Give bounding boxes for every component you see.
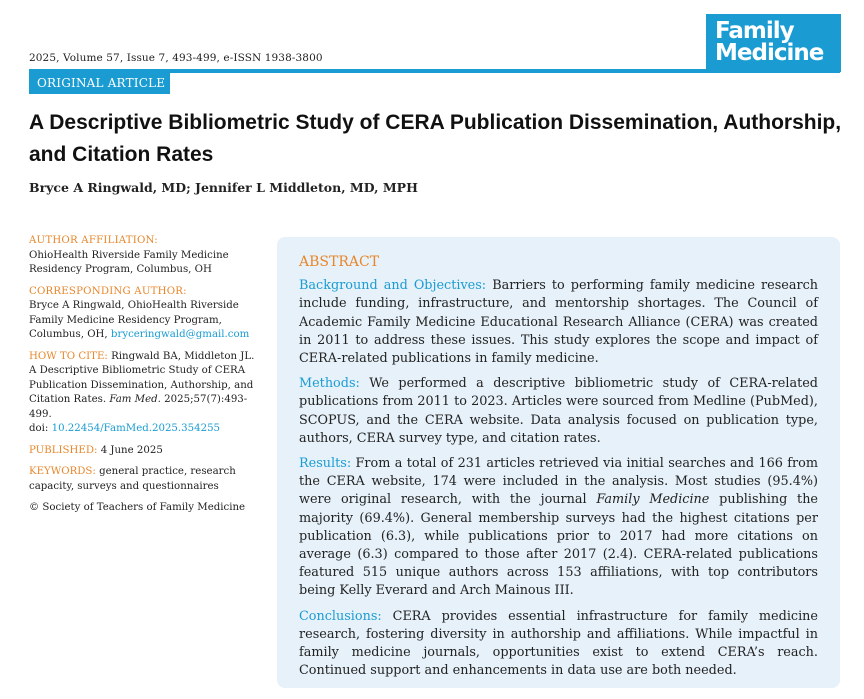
journal-logo bbox=[706, 14, 841, 72]
affiliation-block bbox=[29, 234, 261, 278]
article-sidebar bbox=[29, 234, 261, 523]
logo-line-2: Medicine bbox=[715, 40, 824, 66]
background-text: Barriers to performing family medicine research include funding, infrastructure, and mentorship shortages. The Council of Academic Family Medicine Educational Research Alliance (CERA) was created in 2011 to address these issues. This study explores the scope and impact of CERA-related publications in family medicine. bbox=[299, 278, 818, 367]
cite-label: HOW TO CITE: bbox=[29, 350, 108, 362]
cite-journal: Fam Med. bbox=[109, 394, 161, 405]
author-list: Bryce A Ringwald, MD; Jennifer L Middleton, MD, MPH bbox=[29, 180, 418, 195]
results-label: Results: bbox=[299, 456, 352, 472]
conclusions-text: CERA provides essential infrastructure for family medicine research, fostering diversity in authorship and affiliations. While impactful in family medicine journals, opportunities exist to extend CERA’s reach. Continued support and enhancements in data use are both needed. bbox=[299, 608, 818, 679]
results-text-2: publishing the majority (69.4%). General membership surveys had the highest citations per publication (6.3), while publications prior to 2017 had more citations on average (6.3) compared to those after 2017 (2.4). CERA-related publications featured 515 unique authors across 153 affiliations, with top contributors being Kelly Everard and Arch Mainous III. bbox=[299, 492, 819, 599]
cite-volume: 2025;57(7):493-499. bbox=[29, 394, 248, 420]
abstract-background bbox=[299, 277, 818, 368]
corresponding-text: Bryce A Ringwald, OhioHealth Riverside Family Medicine Residency Program, Columbus, OH, bbox=[29, 300, 239, 340]
keywords-text: general practice, research capacity, surveys and questionnaires bbox=[29, 466, 236, 492]
keywords-block bbox=[29, 465, 261, 494]
corresponding-label: CORRESPONDING AUTHOR: bbox=[29, 285, 187, 297]
methods-text: We performed a descriptive bibliometric study of CERA-related publications from 2011 to 2023. Articles were sourced from Medline (PubMed), SCOPUS, and the CERA website. Data analysis focused on publication type, authors, CERA survey type, and citation rates. bbox=[299, 376, 818, 446]
abstract-results bbox=[299, 455, 818, 601]
results-journal: Family Medicine bbox=[596, 492, 710, 508]
published-block bbox=[29, 444, 261, 459]
cite-text: Ringwald BA, Middleton JL. A Descriptive Bibliometric Study of CERA Publication Dissemination, Authorship, and Citation Rates. bbox=[29, 350, 255, 405]
doi-prefix: doi: bbox=[29, 423, 49, 434]
published-label: PUBLISHED: bbox=[29, 444, 98, 456]
article-type-badge: ORIGINAL ARTICLE bbox=[29, 73, 170, 94]
doi-link[interactable]: 10.22454/FamMed.2025.354255 bbox=[51, 423, 221, 434]
corresponding-block bbox=[29, 285, 261, 343]
abstract-conclusions bbox=[299, 608, 818, 681]
abstract-heading: ABSTRACT bbox=[299, 254, 380, 270]
email-link[interactable]: bryceringwald@gmail.com bbox=[110, 329, 250, 340]
published-date: 4 June 2025 bbox=[100, 444, 163, 456]
abstract-methods bbox=[299, 375, 818, 448]
article-title: A Descriptive Bibliometric Study of CERA Publication Dissemination, Authorship, and Citation Rates bbox=[29, 111, 842, 166]
logo-line-1: Family bbox=[715, 18, 794, 44]
conclusions-label: Conclusions: bbox=[299, 608, 382, 624]
affiliation-text: OhioHealth Riverside Family Medicine Residency Program, Columbus, OH bbox=[29, 249, 229, 275]
abstract-box bbox=[277, 237, 840, 688]
results-text-1: From a total of 231 articles retrieved via initial searches and 166 from the CERA website, 174 were included in the analysis. Most studies (95.4%) were original research, with the journal bbox=[299, 456, 818, 508]
cite-block bbox=[29, 350, 261, 437]
background-label: Background and Objectives: bbox=[299, 278, 487, 294]
journal-citation: 2025, Volume 57, Issue 7, 493-499, e-ISSN 1938-3800 bbox=[29, 52, 323, 64]
keywords-label: KEYWORDS: bbox=[29, 466, 96, 477]
copyright: © Society of Teachers of Family Medicine bbox=[29, 502, 246, 513]
affiliation-label: AUTHOR AFFILIATION: bbox=[29, 235, 158, 246]
methods-label: Methods: bbox=[299, 376, 360, 392]
